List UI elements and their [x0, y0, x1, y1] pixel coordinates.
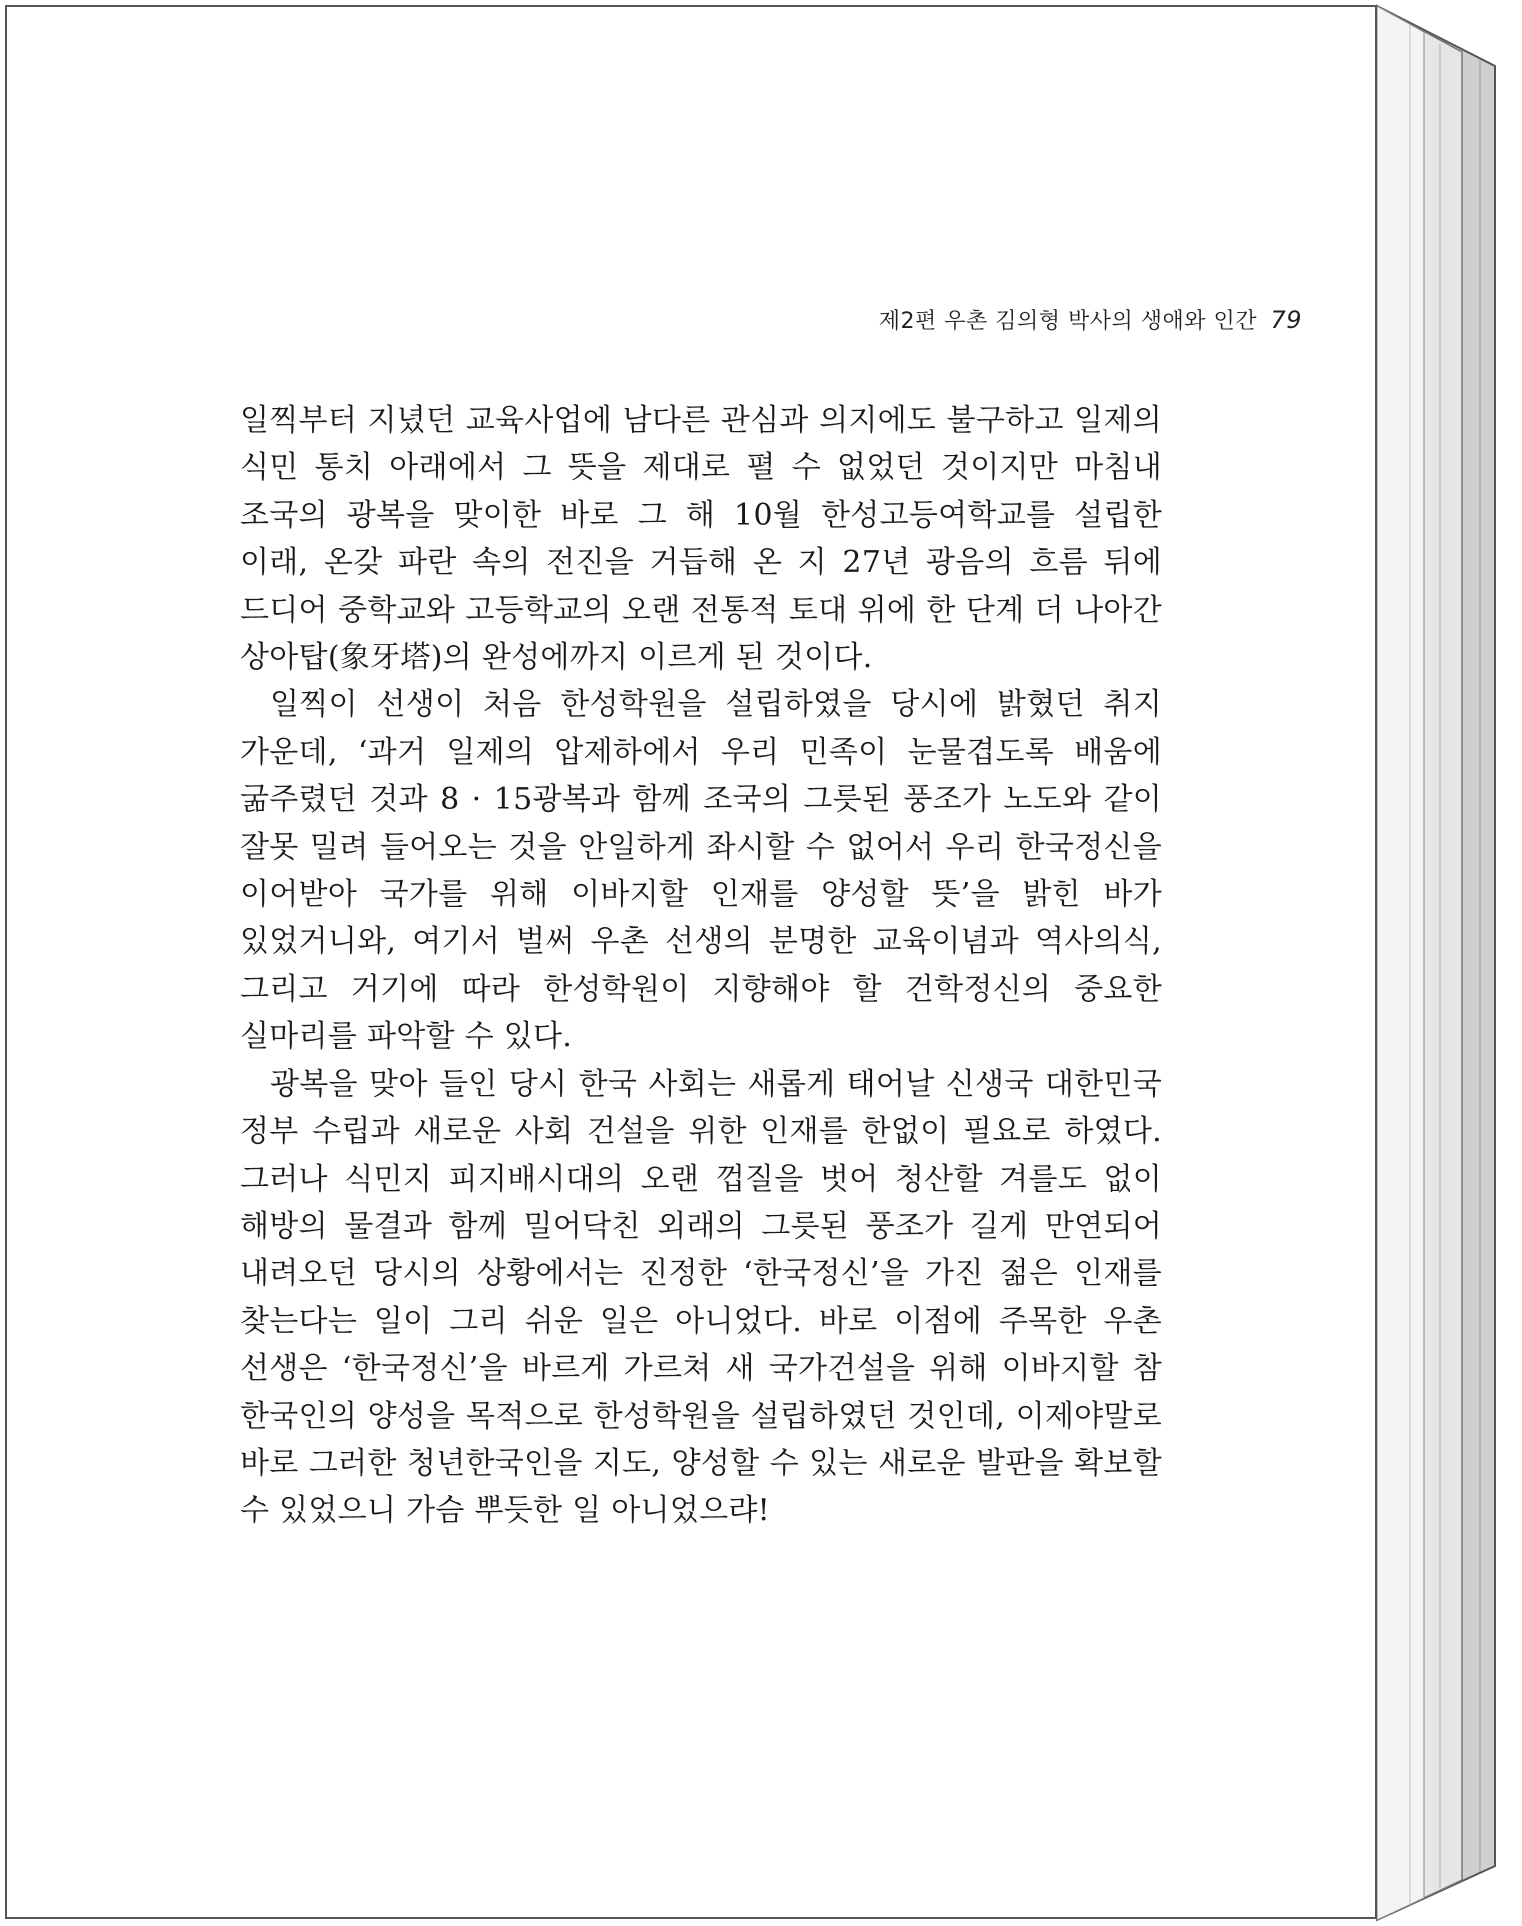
paragraph-1: 일찍부터 지녔던 교육사업에 남다른 관심과 의지에도 불구하고 일제의 식민 통치 아래에서 그 뜻을 제대로 펼 수 없었던 것이지만 마침내 조국의 광복을 맞이한 바로 그 해 10월 한성고등여학교를 설립한 이래, 온갖 파란 속의 전진을 거듭해 온 지 27년 광음의 흐름 뒤에 드디어 중학교와 고등학교의 오랜 전통적 토대 위에 한 단계 더 나아간 상아탑(象牙塔)의 완성에까지 이르게 된 것이다. — [240, 403, 1162, 676]
page-number: 79 — [1270, 306, 1302, 334]
paragraph-2: 일찍이 선생이 처음 한성학원을 설립하였을 당시에 밝혔던 취지 가운데, ‘과거 일제의 압제하에서 우리 민족이 눈물겹도록 배움에 굶주렸던 것과 8 · 15광복과 함께 조국의 그릇된 풍조가 노도와 같이 잘못 밀려 들어오는 것을 안일하게 좌시할 수 없어서 우리 한국정신을 이어받아 국가를 위해 이바지할 인재를 양성할 뜻’을 밝힌 바가 있었거니와, 여기서 벌써 우촌 선생의 분명한 교육이념과 역사의식, 그리고 거기에 따라 한성학원이 지향해야 할 건학정신의 중요한 실마리를 파악할 수 있다. — [240, 687, 1162, 1055]
paragraph-3: 광복을 맞아 들인 당시 한국 사회는 새롭게 태어날 신생국 대한민국 정부 수립과 새로운 사회 건설을 위한 인재를 한없이 필요로 하였다. 그러나 식민지 피지배시대의 오랜 껍질을 벗어 청산할 겨를도 없이 해방의 물결과 함께 밀어닥친 외래의 그릇된 풍조가 길게 만연되어 내려오던 당시의 상황에서는 진정한 ‘한국정신’을 가진 젊은 인재를 찾는다는 일이 그리 쉬운 일은 아니었다. 바로 이점에 주목한 우촌 선생은 ‘한국정신’을 바르게 가르쳐 새 국가건설을 위해 이바지할 참 한국인의 양성을 목적으로 한성학원을 설립하였던 것인데, 이제야말로 바로 그러한 청년한국인을 지도, 양성할 수 있는 새로운 발판을 확보할 수 있었으니 가슴 뿌듯한 일 아니었으랴! — [240, 1066, 1162, 1529]
running-head-title: 제2편 우촌 김의형 박사의 생애와 인간 — [878, 309, 1257, 334]
body-text — [240, 397, 1162, 1535]
running-head — [879, 304, 1302, 335]
